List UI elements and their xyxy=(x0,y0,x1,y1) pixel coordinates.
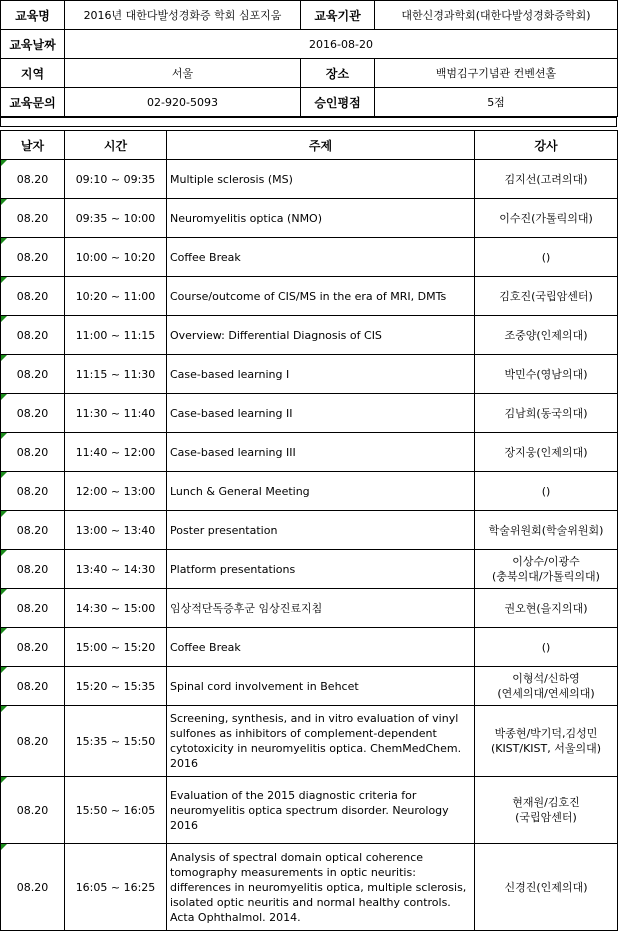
date-cell: 08.20 xyxy=(1,160,65,199)
date-cell: 08.20 xyxy=(1,550,65,589)
schedule-table xyxy=(0,130,618,931)
speaker-cell: 박종현/박기덕,김성민 (KIST/KIST, 서울의대) xyxy=(475,706,618,777)
credit-value: 5점 xyxy=(375,88,618,117)
topic-cell: Case-based learning II xyxy=(167,394,475,433)
date-cell: 08.20 xyxy=(1,199,65,238)
course-name-label: 교육명 xyxy=(1,1,65,30)
speaker-cell: 조중양(인제의대) xyxy=(475,316,618,355)
venue-value: 백범김구기념관 컨벤션홀 xyxy=(375,59,618,88)
topic-cell: Multiple sclerosis (MS) xyxy=(167,160,475,199)
time-cell: 15:00 ~ 15:20 xyxy=(65,628,167,667)
speaker-cell: 이상수/이광수 (충북의대/가톨릭의대) xyxy=(475,550,618,589)
schedule-body xyxy=(1,160,618,931)
speaker-cell: 학술위원회(학술위원회) xyxy=(475,511,618,550)
date-cell: 08.20 xyxy=(1,706,65,777)
info-row-name xyxy=(1,1,618,30)
time-cell: 12:00 ~ 13:00 xyxy=(65,472,167,511)
table-row xyxy=(1,511,618,550)
time-cell: 11:15 ~ 11:30 xyxy=(65,355,167,394)
header-time: 시간 xyxy=(65,131,167,160)
speaker-cell: 장지웅(인제의대) xyxy=(475,433,618,472)
date-cell: 08.20 xyxy=(1,589,65,628)
date-cell: 08.20 xyxy=(1,277,65,316)
table-row xyxy=(1,355,618,394)
table-row xyxy=(1,589,618,628)
table-row xyxy=(1,628,618,667)
time-cell: 15:35 ~ 15:50 xyxy=(65,706,167,777)
time-cell: 10:00 ~ 10:20 xyxy=(65,238,167,277)
table-row xyxy=(1,844,618,931)
topic-cell: Screening, synthesis, and in vitro evaluation of vinyl sulfones as inhibitors of complement-dependent cytotoxicity in neuromyelitis optica. ChemMedChem. 2016 xyxy=(167,706,475,777)
info-row-location xyxy=(1,59,618,88)
time-cell: 10:20 ~ 11:00 xyxy=(65,277,167,316)
date-cell: 08.20 xyxy=(1,472,65,511)
topic-cell: Platform presentations xyxy=(167,550,475,589)
time-cell: 11:00 ~ 11:15 xyxy=(65,316,167,355)
header-date: 날자 xyxy=(1,131,65,160)
time-cell: 16:05 ~ 16:25 xyxy=(65,844,167,931)
region-label: 지역 xyxy=(1,59,65,88)
time-cell: 11:40 ~ 12:00 xyxy=(65,433,167,472)
table-row xyxy=(1,199,618,238)
course-name-value: 2016년 대한다발성경화증 학회 심포지움 xyxy=(65,1,301,30)
topic-cell: Lunch & General Meeting xyxy=(167,472,475,511)
date-cell: 08.20 xyxy=(1,394,65,433)
credit-label: 승인평점 xyxy=(301,88,375,117)
topic-cell: Neuromyelitis optica (NMO) xyxy=(167,199,475,238)
topic-cell: Overview: Differential Diagnosis of CIS xyxy=(167,316,475,355)
speaker-cell: 이수진(가톨릭의대) xyxy=(475,199,618,238)
contact-value: 02-920-5093 xyxy=(65,88,301,117)
schedule-header-row xyxy=(1,131,618,160)
topic-cell: Coffee Break xyxy=(167,628,475,667)
table-row xyxy=(1,238,618,277)
speaker-cell: () xyxy=(475,628,618,667)
date-cell: 08.20 xyxy=(1,433,65,472)
date-cell: 08.20 xyxy=(1,777,65,844)
time-cell: 11:30 ~ 11:40 xyxy=(65,394,167,433)
speaker-cell: () xyxy=(475,238,618,277)
speaker-cell: 김호진(국립암센터) xyxy=(475,277,618,316)
date-cell: 08.20 xyxy=(1,844,65,931)
topic-cell: Course/outcome of CIS/MS in the era of MRI, DMTs xyxy=(167,277,475,316)
course-date-label: 교육날짜 xyxy=(1,30,65,59)
time-cell: 13:40 ~ 14:30 xyxy=(65,550,167,589)
date-cell: 08.20 xyxy=(1,511,65,550)
speaker-cell: 이형석/신하영 (연세의대/연세의대) xyxy=(475,667,618,706)
table-spacer xyxy=(0,117,617,127)
table-row xyxy=(1,160,618,199)
date-cell: 08.20 xyxy=(1,628,65,667)
date-cell: 08.20 xyxy=(1,316,65,355)
topic-cell: 임상적단독증후군 임상진료지침 xyxy=(167,589,475,628)
topic-cell: Spinal cord involvement in Behcet xyxy=(167,667,475,706)
speaker-cell: 김남희(동국의대) xyxy=(475,394,618,433)
table-row xyxy=(1,667,618,706)
table-row xyxy=(1,394,618,433)
time-cell: 14:30 ~ 15:00 xyxy=(65,589,167,628)
topic-cell: Case-based learning III xyxy=(167,433,475,472)
speaker-cell: 김지선(고려의대) xyxy=(475,160,618,199)
table-row xyxy=(1,433,618,472)
region-value: 서울 xyxy=(65,59,301,88)
speaker-cell: 현재원/김호진 (국립암센터) xyxy=(475,777,618,844)
table-row xyxy=(1,550,618,589)
info-row-contact xyxy=(1,88,618,117)
topic-cell: Analysis of spectral domain optical coherence tomography measurements in optic neuritis: differences in neuromyelitis optica, multiple sclerosis, isolated optic neuritis and normal healthy controls. Acta Ophthalmol. 2014. xyxy=(167,844,475,931)
speaker-cell: () xyxy=(475,472,618,511)
topic-cell: Evaluation of the 2015 diagnostic criteria for neuromyelitis optica spectrum disorder. Neurology 2016 xyxy=(167,777,475,844)
speaker-cell: 신경진(인제의대) xyxy=(475,844,618,931)
date-cell: 08.20 xyxy=(1,667,65,706)
topic-cell: Poster presentation xyxy=(167,511,475,550)
venue-label: 장소 xyxy=(301,59,375,88)
time-cell: 15:50 ~ 16:05 xyxy=(65,777,167,844)
date-cell: 08.20 xyxy=(1,355,65,394)
table-row xyxy=(1,706,618,777)
speaker-cell: 권오현(을지의대) xyxy=(475,589,618,628)
time-cell: 15:20 ~ 15:35 xyxy=(65,667,167,706)
topic-cell: Coffee Break xyxy=(167,238,475,277)
info-row-date xyxy=(1,30,618,59)
contact-label: 교육문의 xyxy=(1,88,65,117)
table-row xyxy=(1,472,618,511)
table-row xyxy=(1,277,618,316)
table-row xyxy=(1,777,618,844)
time-cell: 09:35 ~ 10:00 xyxy=(65,199,167,238)
organizer-value: 대한신경과학회(대한다발성경화증학회) xyxy=(375,1,618,30)
header-topic: 주제 xyxy=(167,131,475,160)
time-cell: 13:00 ~ 13:40 xyxy=(65,511,167,550)
speaker-cell: 박민수(영남의대) xyxy=(475,355,618,394)
date-cell: 08.20 xyxy=(1,238,65,277)
course-date-value: 2016-08-20 xyxy=(65,30,618,59)
header-speaker: 강사 xyxy=(475,131,618,160)
topic-cell: Case-based learning I xyxy=(167,355,475,394)
organizer-label: 교육기관 xyxy=(301,1,375,30)
time-cell: 09:10 ~ 09:35 xyxy=(65,160,167,199)
table-row xyxy=(1,316,618,355)
course-info-table xyxy=(0,0,618,117)
